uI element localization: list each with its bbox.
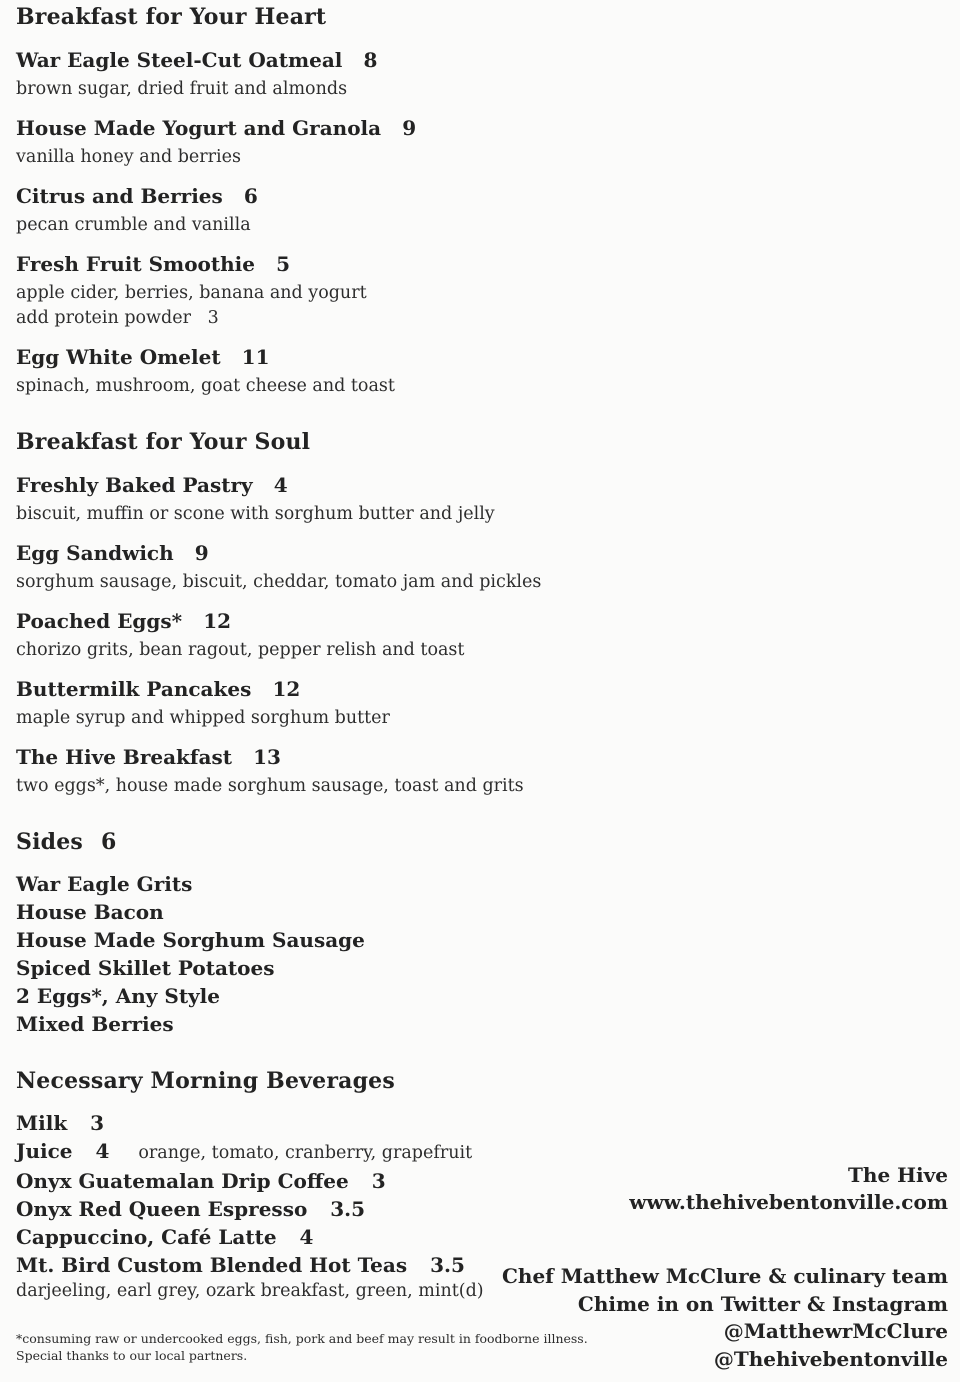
footer-credits-block xyxy=(502,1263,948,1373)
menu-item-line xyxy=(16,342,696,374)
menu-item-name: Egg Sandwich xyxy=(16,541,174,565)
menu-item-price: 11 xyxy=(241,345,270,369)
menu-item xyxy=(16,606,696,663)
beverage-price: 3.5 xyxy=(330,1197,366,1221)
beverage-price: 4 xyxy=(299,1225,314,1249)
footnote-line: Special thanks to our local partners. xyxy=(16,1348,248,1363)
menu-item-name: Buttermilk Pancakes xyxy=(16,677,252,701)
beverage-desc: darjeeling, earl grey, ozark breakfast, green, mint(d) xyxy=(16,1281,484,1301)
menu-item-line xyxy=(16,538,696,570)
section-breakfast-soul xyxy=(16,427,696,799)
twitter-handle: @MatthewrMcClure xyxy=(723,1319,948,1343)
beverage-name: Milk xyxy=(16,1111,68,1135)
menu-column xyxy=(16,2,696,1364)
section-title: Necessary Morning Beverages xyxy=(16,1068,395,1094)
menu-item xyxy=(16,181,696,238)
menu-item-price: 8 xyxy=(363,48,378,72)
menu-item xyxy=(16,342,696,399)
instagram-handle: @Thehivebentonville xyxy=(713,1346,948,1371)
section-title xyxy=(16,827,696,857)
menu-item-name: Fresh Fruit Smoothie xyxy=(16,252,255,276)
credit-social-callout: Chime in on Twitter & Instagram xyxy=(577,1291,948,1316)
menu-item-name: Egg White Omelet xyxy=(16,345,221,369)
beverage-item xyxy=(16,1167,696,1195)
beverage-note: orange, tomato, cranberry, grapefruit xyxy=(138,1143,473,1163)
menu-item-desc-addon: add protein powder 3 xyxy=(16,308,219,328)
menu-item-price: 6 xyxy=(243,184,258,208)
beverage-item xyxy=(16,1223,696,1251)
beverage-price: 3 xyxy=(90,1111,105,1135)
menu-item-line xyxy=(16,674,696,706)
menu-item-name: House Made Yogurt and Granola xyxy=(16,116,382,140)
menu-item-name: The Hive Breakfast xyxy=(16,745,232,769)
menu-item-desc: brown sugar, dried fruit and almonds xyxy=(16,79,348,99)
section-breakfast-heart xyxy=(16,2,696,399)
menu-item-line xyxy=(16,606,696,638)
menu-item-desc: vanilla honey and berries xyxy=(16,147,241,167)
menu-item-line xyxy=(16,113,696,145)
beverage-item xyxy=(16,1109,696,1137)
menu-item xyxy=(16,113,696,170)
menu-item-price: 9 xyxy=(194,541,209,565)
menu-item-price: 4 xyxy=(273,473,288,497)
beverage-price: 3 xyxy=(371,1169,386,1193)
footnote-line: *consuming raw or undercooked eggs, fish, pork and beef may result in foodborne illness. xyxy=(16,1331,588,1346)
section-title: Breakfast for Your Soul xyxy=(16,429,311,455)
beverage-item xyxy=(16,1195,696,1223)
side-item: House Made Sorghum Sausage xyxy=(16,928,365,952)
beverage-price: 3.5 xyxy=(430,1253,465,1277)
menu-item-name: Citrus and Berries xyxy=(16,184,223,208)
menu-item-line xyxy=(16,742,696,774)
menu-item xyxy=(16,45,696,102)
side-item: Spiced Skillet Potatoes xyxy=(16,956,275,980)
section-title: Breakfast for Your Heart xyxy=(16,4,327,30)
menu-item xyxy=(16,249,696,331)
side-item: House Bacon xyxy=(16,900,164,924)
menu-item xyxy=(16,538,696,595)
menu-item xyxy=(16,742,696,799)
beverage-name: Onyx Red Queen Espresso xyxy=(16,1197,308,1221)
menu-item-name: Poached Eggs* xyxy=(16,609,183,633)
menu-item-name: War Eagle Steel-Cut Oatmeal xyxy=(16,48,343,72)
menu-item-price: 12 xyxy=(272,677,301,701)
brand-website: www.thehivebentonville.com xyxy=(629,1190,948,1214)
beverage-item xyxy=(16,1137,696,1167)
menu-item-desc: apple cider, berries, banana and yogurt xyxy=(16,283,367,303)
section-title-text: Sides xyxy=(16,829,84,855)
side-item: Mixed Berries xyxy=(16,1012,174,1036)
section-price: 6 xyxy=(101,829,117,855)
menu-item-price: 5 xyxy=(276,252,290,276)
menu-item-line xyxy=(16,45,696,77)
menu-item-desc: chorizo grits, bean ragout, pepper relish and toast xyxy=(16,640,465,660)
beverage-price: 4 xyxy=(95,1139,110,1163)
menu-item-price: 13 xyxy=(253,745,281,769)
menu-item-desc: biscuit, muffin or scone with sorghum butter and jelly xyxy=(16,504,495,524)
beverage-name: Onyx Guatemalan Drip Coffee xyxy=(16,1169,349,1193)
menu-item-price: 12 xyxy=(203,609,232,633)
menu-item-line xyxy=(16,181,696,213)
menu-item-line xyxy=(16,249,696,281)
menu-item-line xyxy=(16,470,696,502)
beverage-name: Juice xyxy=(16,1139,73,1163)
menu-item-desc: pecan crumble and vanilla xyxy=(16,215,251,235)
menu-item xyxy=(16,674,696,731)
beverage-name: Mt. Bird Custom Blended Hot Teas xyxy=(16,1253,408,1277)
brand-name: The Hive xyxy=(848,1163,948,1187)
credit-chef: Chef Matthew McClure & culinary team xyxy=(501,1264,948,1288)
menu-item xyxy=(16,470,696,527)
menu-item-price: 9 xyxy=(402,116,417,140)
footer-brand-block xyxy=(629,1162,948,1216)
section-sides xyxy=(16,827,696,1038)
menu-item-desc: maple syrup and whipped sorghum butter xyxy=(16,708,390,728)
beverage-name: Cappuccino, Café Latte xyxy=(16,1225,277,1249)
side-item: War Eagle Grits xyxy=(16,872,193,896)
menu-item-desc: two eggs*, house made sorghum sausage, toast and grits xyxy=(16,776,524,796)
menu-item-desc: spinach, mushroom, goat cheese and toast xyxy=(16,376,395,396)
side-item: 2 Eggs*, Any Style xyxy=(16,984,221,1008)
menu-item-desc: sorghum sausage, biscuit, cheddar, tomato jam and pickles xyxy=(16,572,542,592)
menu-item-name: Freshly Baked Pastry xyxy=(16,473,253,497)
